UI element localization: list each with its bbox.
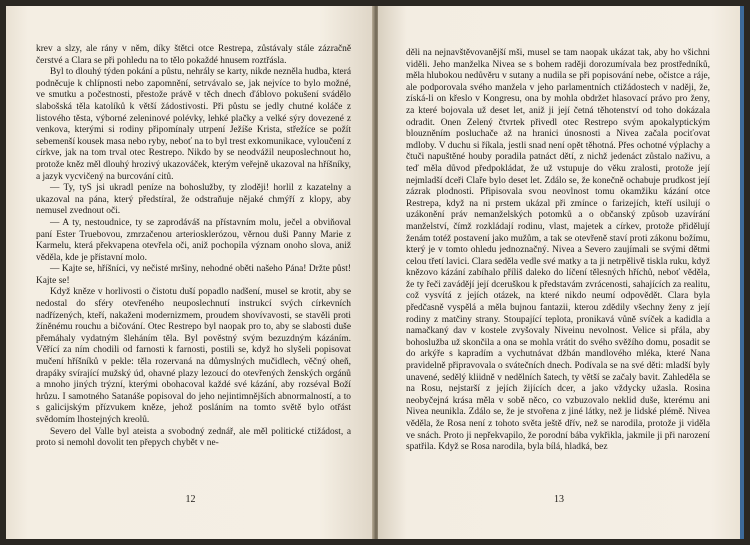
paragraph: děli na nejnavštěvovanější mši, musel se tam naopak ukázat tak, aby ho všichni viděli. Jeho manželka Nivea se s bohem raději dorozumívala bez prostředníků, měla hlubokou nedůvěru v sutany a nudila se při popisování nebe, očistce a ráje, ale podporovala svého manžela v jeho parlamentních ctižádostech v naději, že, získá-li on křeslo v Kongresu, ona by mohla obdržet hlasovací právo pro ženy, za které bojovala už deset let, aniž ji její četná těhotenství od toho dokázala odradit. Onen Zelený čtvrtek přivedl otec Restrepo svým apokalyptickým blouzněním posluchače až na hranici únosnosti a Nivea začala pociťovat mdloby. V duchu si říkala, jestli snad není opět těhotná. Přes ochotné výplachy a čtuči napuštěné houby poradila patnáct dětí, z nichž jedenáct zůstalo naživu, a teď měla důvod předpokládat, že už vstupuje do věku zralosti, protože její nejmladší dceři Claře bylo deset let. Zdálo se, že konečně ochabuje prudkost její zázrak plodnosti. Připisovala svou neovlnost tomu okamžiku kázání otce Restrepa, když na ni prstem ukázal při zmínce o farizejích, kteří usilují o uzákonění práv nemanželských potomků a o občanský způsob uzavírání manželství, čímž rozkládají rodinu, vlast, majetek a církev, protože přidělují ženám totéž postavení jako mužům, a tak se otevřeně staví proti zákonu božímu, který je v tomto ohledu jednoznačný. Nivea a Severo zaujímali se svými dětmi celou třetí lavici. Clara seděla vedle své matky a ta ji netrpělivě tiskla ruku, když knězovo kázání zabíhalo příliš daleko do líčení tělesných hříchů, neboť věděla, že ty řeči zavádějí její dceruškou k představám zvrácenosti, sahajících za realitu, což vysvítá z jejích otázek, na které nikdo neumí odpovědět. Clara byla předčasně vyspělá a měla bujnou fantazii, kterou zdědily všechny ženy z její rodiny z matčiny strany. Stoupající teplota, pronikavá vůně svíček a kadidla a namačkaný dav v kostele zvyšovaly Niveinu nevolnost. Velice si přála, aby bohoslužba už skončila a ona se mohla vrátit do svého svěžího domu, posadit se do arkýře s kapradím a vychutnávat džbán mandlového mléka, které Nana pravidelně připravovala o svátečních dnech. Podívala se na své děti: mladší byly unavené, sedělý kliidně v nedělních šatech, ty větší se začaly bavit. Zahleděla se na Rosu, nejstarší z jejích žijících dcer, a jako vždycky užasla. Rosina neobyčejná krása měla v sobě něco, co vzbuzovalo neklid duše, kterému ani Nivea neunikla. Zdálo se, že je stvořena z jiné látky, než je lidské plémě. Nivea věděla, že Rosa není z tohoto světa ještě dřív, než se narodila, protože ji viděla ve snách. Proto ji nepřekvapilo, že porodní bába vykřikla, jakmile ji při narození spatřila. Když se Rosa narodila, byla bílá, hladká, bez xyxy=(406,48,710,453)
paragraph: — A ty, nestoudnice, ty se zaprodáváš na přístavním molu, ječel a obviňoval paní Ester Truebovou, zmrzačenou arteriosklerózou, věrnou duši Panny Marie z Karmelu, která překvapena otevřela oči, aniž pochopila význam onoho slova, aniž věděla, kde je přístavní molo. xyxy=(36,217,351,263)
paragraph: Byl to dlouhý týden pokání a půstu, nehrály se karty, nikde nezněla hudba, která podněcuje k chlípnosti nebo zapomnění, setrvávalo se, jak nejvíce to bylo možné, ve smutku a počestnosti, přestože právě v těch dnech ďáblovo pokušení svádělo slabošská těla katolíků k větší žádostivosti. Při půstu se jedly chutné koláče z listového těsta, výborné zeleninové polévky, lehké plačky a velké sýry dovezené z venkova, kterými si rodiny připomínaly utrpení Ježíše Krista, střežíce se požít sebemenší kousek masa nebo ryby, neboť na to byl trest exkomunikace, vyloučení z církve, jak na tom trval otec Restrepo. Nikdo by se neodvážil neuposlechnout ho, protože kněz měl dlouhý hrozivý ukazováček, kterým veřejně ukazoval na hříšníky, a jazyk vycvičený na burcování citů. xyxy=(36,67,351,182)
right-page-number: 13 xyxy=(554,494,564,505)
paragraph: Severo del Valle byl ateista a svobodný zednář, ale měl politické ctižádost, a proto si nemohl dovolit ten přepych chybět v ne- xyxy=(36,426,351,449)
left-page-text xyxy=(36,44,351,450)
paragraph: Když kněze v horlivosti o čistotu duší popadlo nadšení, musel se krotit, aby se nedostal do sféry otevřeného neuposlechnutí instrukcí svých církevních nadřízených, kteří, nakaženi modernizmem, proudem shovívavosti, se stavěli proti žíněnému rouchu a bičování. Otec Restrepo byl naopak pro to, aby se slabosti duše přemáhaly vydatným šleháním těla. Byl pověstný svým bezuzdným kázáním. Věřící za ním chodili od farnosti k farnosti, postili se, když ho slyšeli popisovat mučení hříšníků v pekle: těla rozervaná na důmyslných mučidlech, věčný oheň, drapáky svírající mužský úd, ohavné plazy lezoucí do otevřených ženských orgánů a mnoho jiných trýzní, kterými obohacoval každé své kázání, aby rozséval Boží hrůzu. I samotného Satanáše popisoval do jeho nejintimnějších abnormalností, a to s galicijským přízvukem kněze, jehož posláním na tomto světě bylo otřást svědomím lhostejných kreolů. xyxy=(36,287,351,425)
paragraph: — Ty, tyS jsi ukradl peníze na bohoslužby, ty zloději! horlil z kazatelny a ukazoval na pána, který předstíral, že odstraňuje nějaké chmýří z klopy, aby nemusel zvednout oči. xyxy=(36,183,351,217)
paragraph: — Kajte se, hříšníci, vy nečisté mršiny, nehodné oběti našeho Pána! Držte půst! Kajte se! xyxy=(36,264,351,286)
open-book xyxy=(6,6,744,539)
left-page xyxy=(6,6,375,539)
right-page xyxy=(378,6,740,539)
paragraph: krev a slzy, ale rány v něm, díky štětci otce Restrepa, zůstávaly stále zázračně čerstvé a Clara se při pohledu na to tělo pokaždé hnusem roztřásla. xyxy=(36,44,351,66)
left-page-number: 12 xyxy=(185,494,196,505)
right-page-text xyxy=(406,48,710,454)
